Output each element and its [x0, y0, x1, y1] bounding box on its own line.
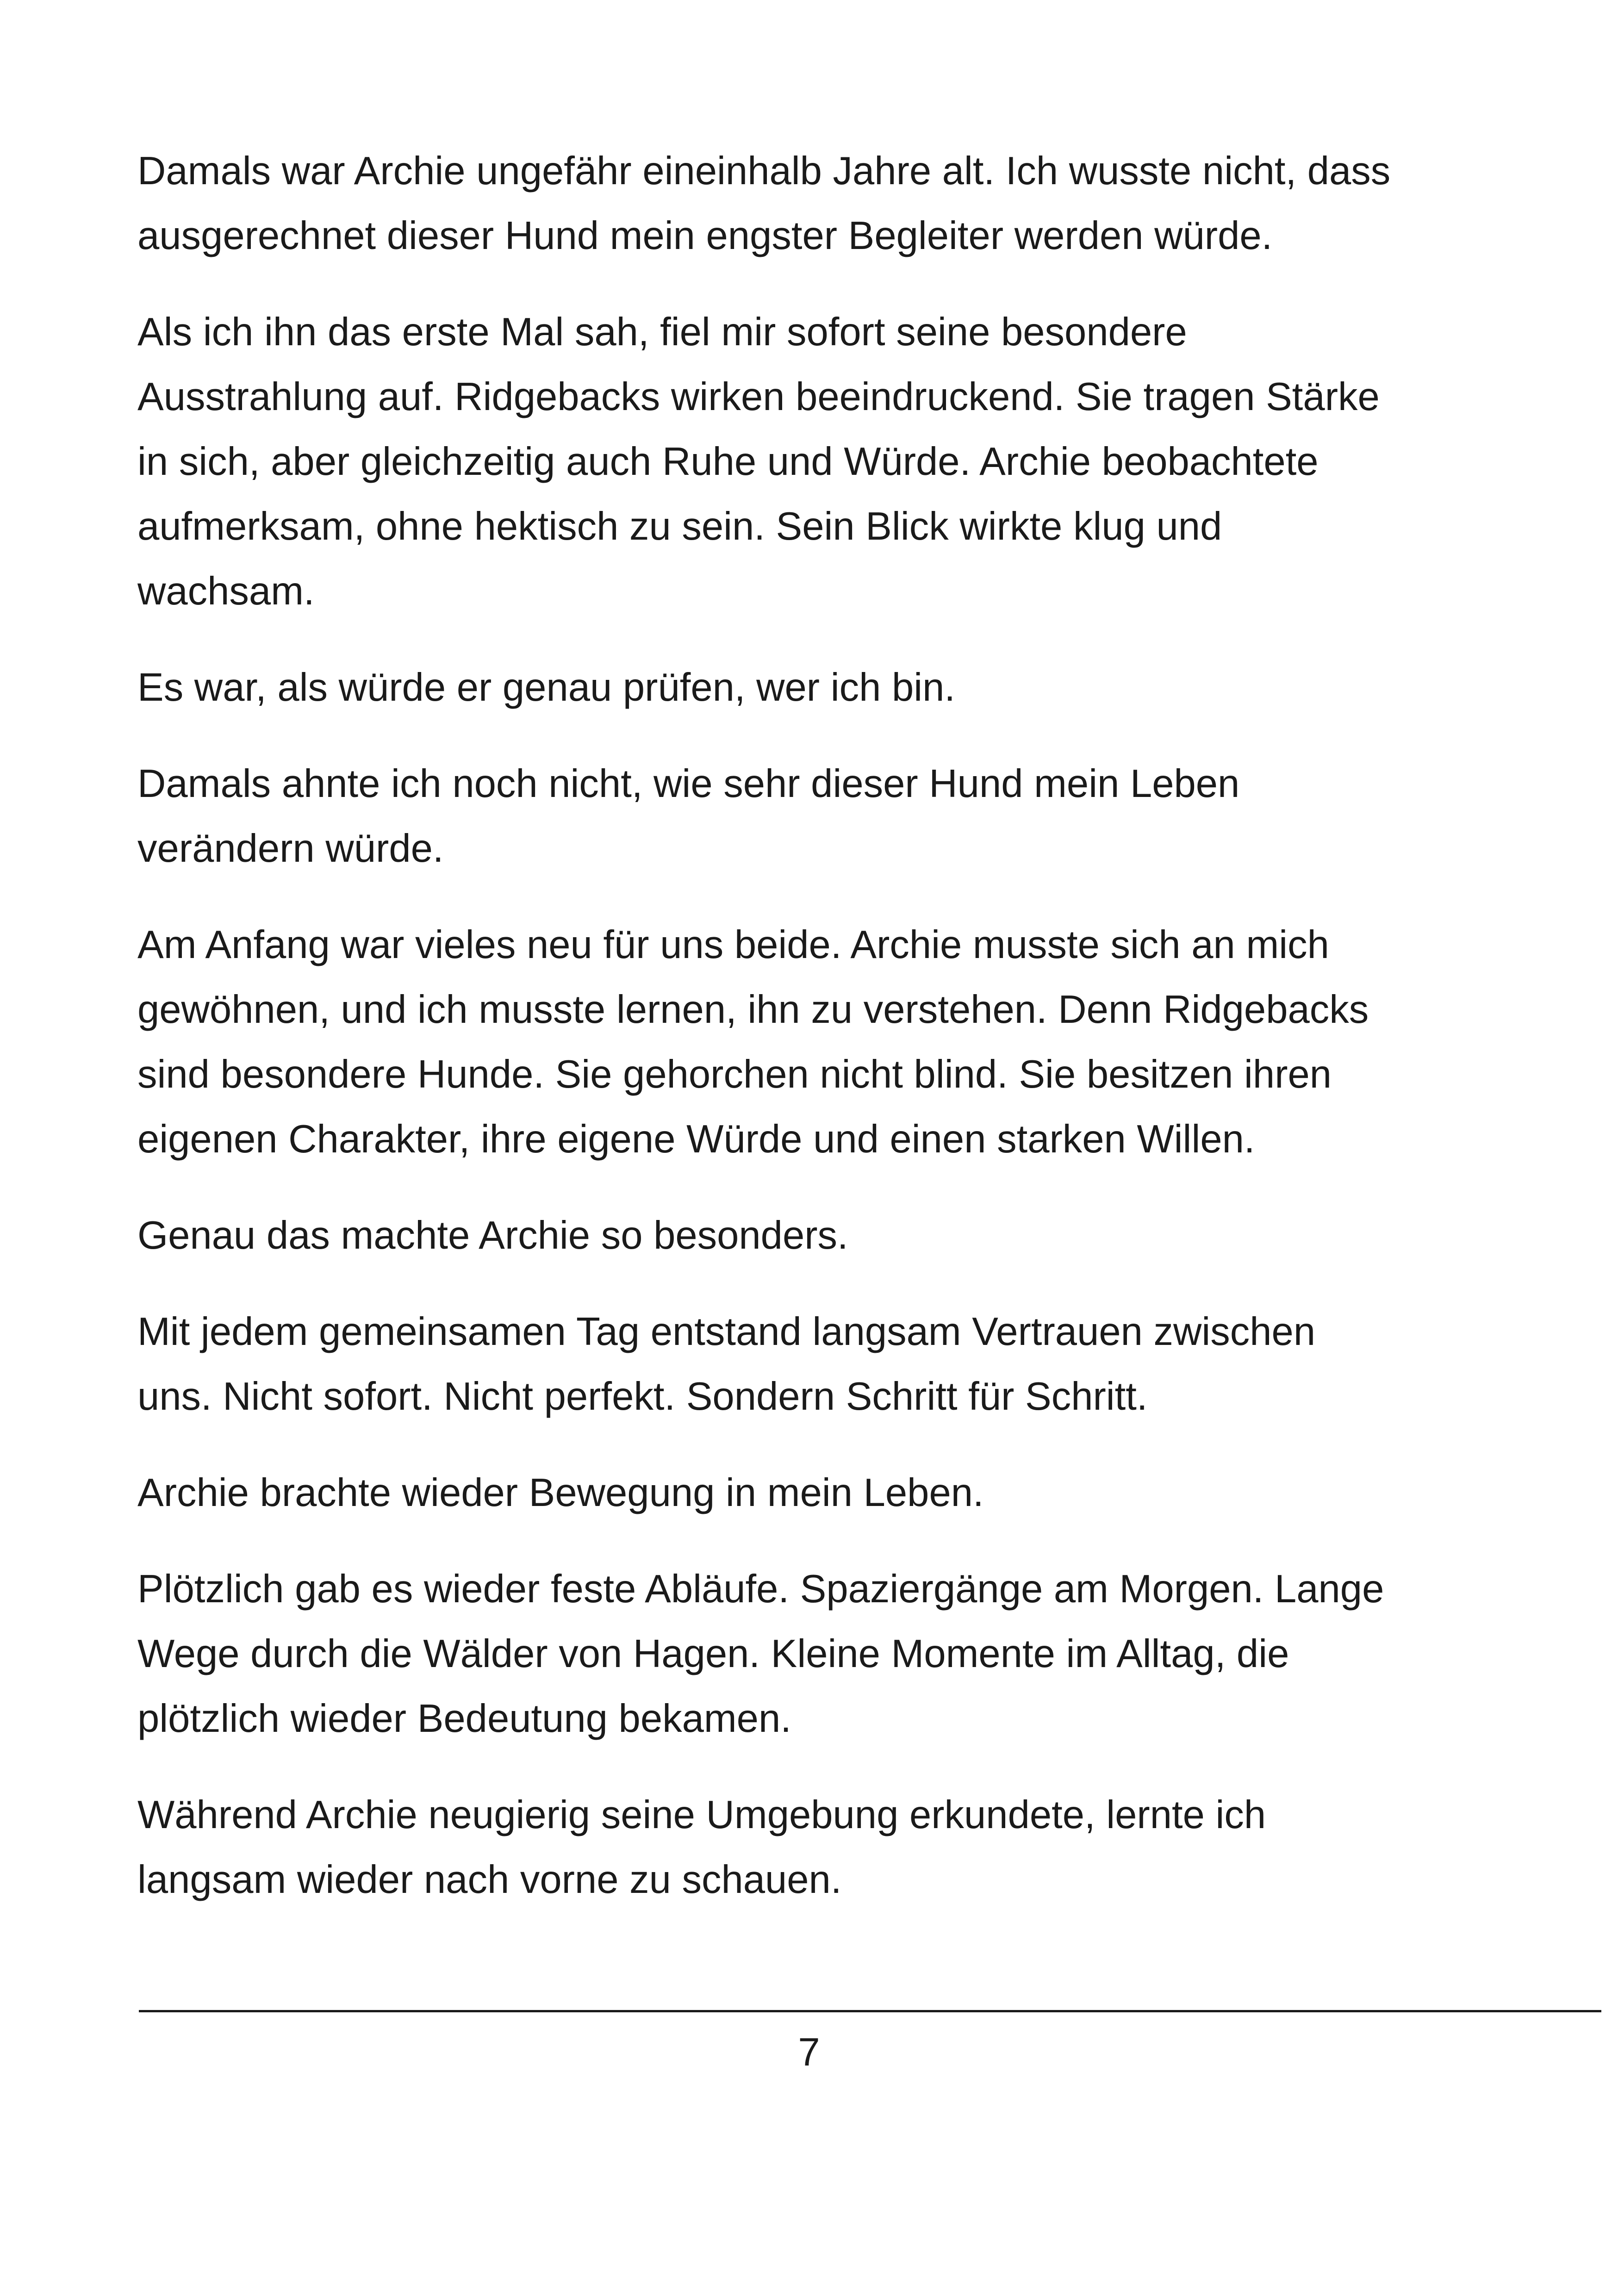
paragraph — [137, 1203, 1618, 1268]
text-line: aufmerksam, ohne hektisch zu sein. Sein Blick wirkte klug und — [137, 504, 1222, 548]
text-line: wachsam. — [137, 569, 315, 613]
text-line: verändern würde. — [137, 827, 444, 871]
text-line: Wege durch die Wälder von Hagen. Kleine Momente im Alltag, die — [137, 1632, 1289, 1676]
text-line: langsam wieder nach vorne zu schauen. — [137, 1858, 842, 1902]
text-line: in sich, aber gleichzeitig auch Ruhe und Würde. Archie beobachtete — [137, 440, 1319, 484]
paragraph — [137, 1300, 1618, 1429]
text-line: sind besondere Hunde. Sie gehorchen nicht blind. Sie besitzen ihren — [137, 1052, 1332, 1096]
text-line: eigenen Charakter, ihre eigene Würde und einen starken Willen. — [137, 1117, 1255, 1161]
footer-divider — [139, 2010, 1601, 2012]
paragraph — [137, 655, 1618, 720]
text-line: Am Anfang war vieles neu für uns beide. Archie musste sich an mich — [137, 923, 1329, 967]
paragraph — [137, 1557, 1618, 1751]
text-line: Als ich ihn das erste Mal sah, fiel mir sofort seine besondere — [137, 310, 1187, 354]
text-line: uns. Nicht sofort. Nicht perfekt. Sondern Schritt für Schritt. — [137, 1375, 1148, 1419]
text-line: Archie brachte wieder Bewegung in mein Leben. — [137, 1471, 984, 1515]
text-line: Damals war Archie ungefähr eineinhalb Jahre alt. Ich wusste nicht, dass — [137, 149, 1391, 193]
text-line: Damals ahnte ich noch nicht, wie sehr dieser Hund mein Leben — [137, 762, 1240, 806]
paragraph — [137, 1461, 1618, 1525]
paragraph — [137, 913, 1618, 1172]
text-line: Plötzlich gab es wieder feste Abläufe. Spaziergänge am Morgen. Lange — [137, 1567, 1384, 1611]
text-line: ausgerechnet dieser Hund mein engster Begleiter werden würde. — [137, 214, 1273, 258]
text-line: Während Archie neugierig seine Umgebung erkundete, lernte ich — [137, 1793, 1266, 1837]
page-number: 7 — [798, 2030, 820, 2074]
text-line: plötzlich wieder Bedeutung bekamen. — [137, 1697, 791, 1741]
paragraph — [137, 139, 1618, 268]
page-body — [137, 139, 1618, 1944]
text-line: gewöhnen, und ich musste lernen, ihn zu verstehen. Denn Ridgebacks — [137, 988, 1369, 1032]
text-line: Genau das machte Archie so besonders. — [137, 1213, 848, 1257]
text-line: Ausstrahlung auf. Ridgebacks wirken beeindruckend. Sie tragen Stärke — [137, 375, 1380, 419]
text-line: Mit jedem gemeinsamen Tag entstand langsam Vertrauen zwischen — [137, 1310, 1316, 1354]
paragraph — [137, 1783, 1618, 1912]
paragraph — [137, 300, 1618, 624]
paragraph — [137, 752, 1618, 881]
text-line: Es war, als würde er genau prüfen, wer ich bin. — [137, 666, 956, 709]
